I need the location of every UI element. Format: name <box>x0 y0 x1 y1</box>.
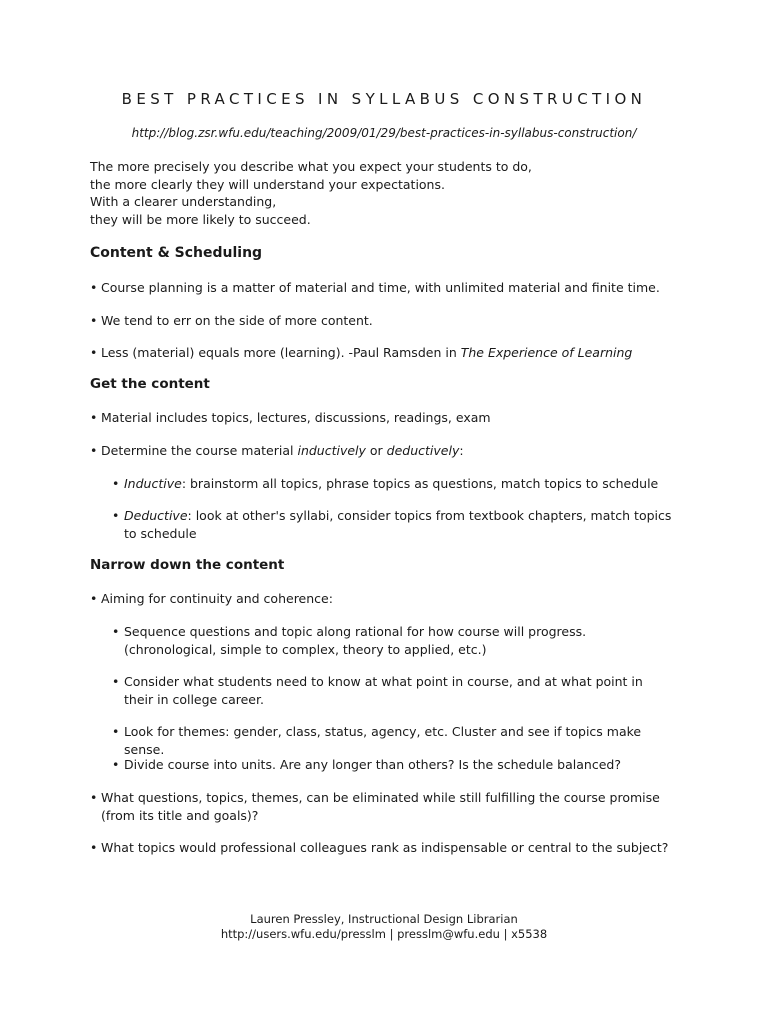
bullet: • <box>112 757 120 772</box>
list-item <box>90 442 690 460</box>
list-item-text: Look for themes: gender, class, status, agency, etc. Cluster and see if topics make sense. <box>124 724 642 757</box>
sub-list-item <box>112 756 672 774</box>
list-item <box>90 839 690 857</box>
sub-list-item <box>112 673 672 708</box>
sub-list-item <box>112 475 672 493</box>
bullet: • <box>112 508 120 523</box>
section-heading-content-scheduling: Content & Scheduling <box>90 245 263 261</box>
text-fragment: : <box>459 443 464 458</box>
footer <box>0 912 768 941</box>
bullet: • <box>112 476 120 491</box>
footer-author: Lauren Pressley, Instructional Design Librarian <box>250 912 518 926</box>
book-title: The Experience of Learning <box>460 345 633 360</box>
list-item-text <box>90 344 690 362</box>
intro-line: they will be more likely to succeed. <box>90 211 311 227</box>
term-inductive: Inductive <box>124 476 182 491</box>
text-fragment: or <box>365 443 387 458</box>
sub-list-item <box>112 723 672 758</box>
list-item-text: Material includes topics, lectures, discussions, readings, exam <box>101 410 491 425</box>
list-item-text: Sequence questions and topic along rational for how course will progress. (chronological, simple to complex, theory to applied, etc.) <box>124 624 587 657</box>
list-item-text: Divide course into units. Are any longer than others? Is the schedule balanced? <box>124 757 621 772</box>
intro-line: The more precisely you describe what you expect your students to do, <box>90 159 532 174</box>
list-item <box>90 344 690 362</box>
list-item-text: Aiming for continuity and coherence: <box>101 591 333 606</box>
list-item-text <box>90 442 690 460</box>
document-title: BEST PRACTICES IN SYLLABUS CONSTRUCTION <box>121 90 647 108</box>
bullet: • <box>90 790 98 805</box>
bullet: • <box>90 840 98 855</box>
list-item <box>90 789 690 824</box>
bullet: • <box>90 313 98 328</box>
list-item-text: What questions, topics, themes, can be eliminated while still fulfilling the course promise (from its title and goals)? <box>101 790 660 823</box>
list-item <box>90 279 690 297</box>
list-item-text: Consider what students need to know at what point in course, and at what point in their in college career. <box>124 674 643 707</box>
bullet: • <box>90 410 98 425</box>
bullet: • <box>90 280 98 295</box>
text-fragment: : look at other's syllabi, consider topics from textbook chapters, match topics to schedule <box>124 508 672 541</box>
term-deductive: Deductive <box>124 508 188 523</box>
list-item <box>90 312 690 330</box>
source-url: http://blog.zsr.wfu.edu/teaching/2009/01/29/best-practices-in-syllabus-construction/ <box>131 126 637 140</box>
list-item-text: What topics would professional colleagues rank as indispensable or central to the subject? <box>101 840 669 855</box>
list-item-text <box>112 475 672 493</box>
section-heading-get-content: Get the content <box>90 376 210 392</box>
section-heading-narrow-content: Narrow down the content <box>90 557 285 573</box>
intro-paragraph <box>90 158 690 228</box>
quote-text: Less (material) equals more (learning). -Paul Ramsden in <box>101 345 461 360</box>
bullet: • <box>112 674 120 689</box>
intro-line: the more clearly they will understand your expectations. <box>90 176 445 192</box>
text-fragment: Determine the course material <box>101 443 298 458</box>
emphasis-deductively: deductively <box>386 443 460 458</box>
bullet: • <box>90 591 98 606</box>
sub-list-item <box>112 623 672 658</box>
footer-contact: http://users.wfu.edu/presslm | presslm@wfu.edu | x5538 <box>220 926 548 941</box>
list-item-text: We tend to err on the side of more content. <box>101 313 373 328</box>
sub-list-item <box>112 507 672 542</box>
list-item <box>90 590 690 608</box>
bullet: • <box>90 443 98 458</box>
bullet: • <box>112 724 120 739</box>
list-item-text <box>112 507 672 542</box>
list-item-text: Course planning is a matter of material and time, with unlimited material and finite time. <box>101 280 660 295</box>
intro-line: With a clearer understanding, <box>90 194 277 209</box>
bullet: • <box>112 624 120 639</box>
bullet: • <box>90 345 98 360</box>
emphasis-inductively: inductively <box>297 443 366 458</box>
list-item <box>90 409 690 427</box>
text-fragment: : brainstorm all topics, phrase topics as questions, match topics to schedule <box>181 476 659 491</box>
